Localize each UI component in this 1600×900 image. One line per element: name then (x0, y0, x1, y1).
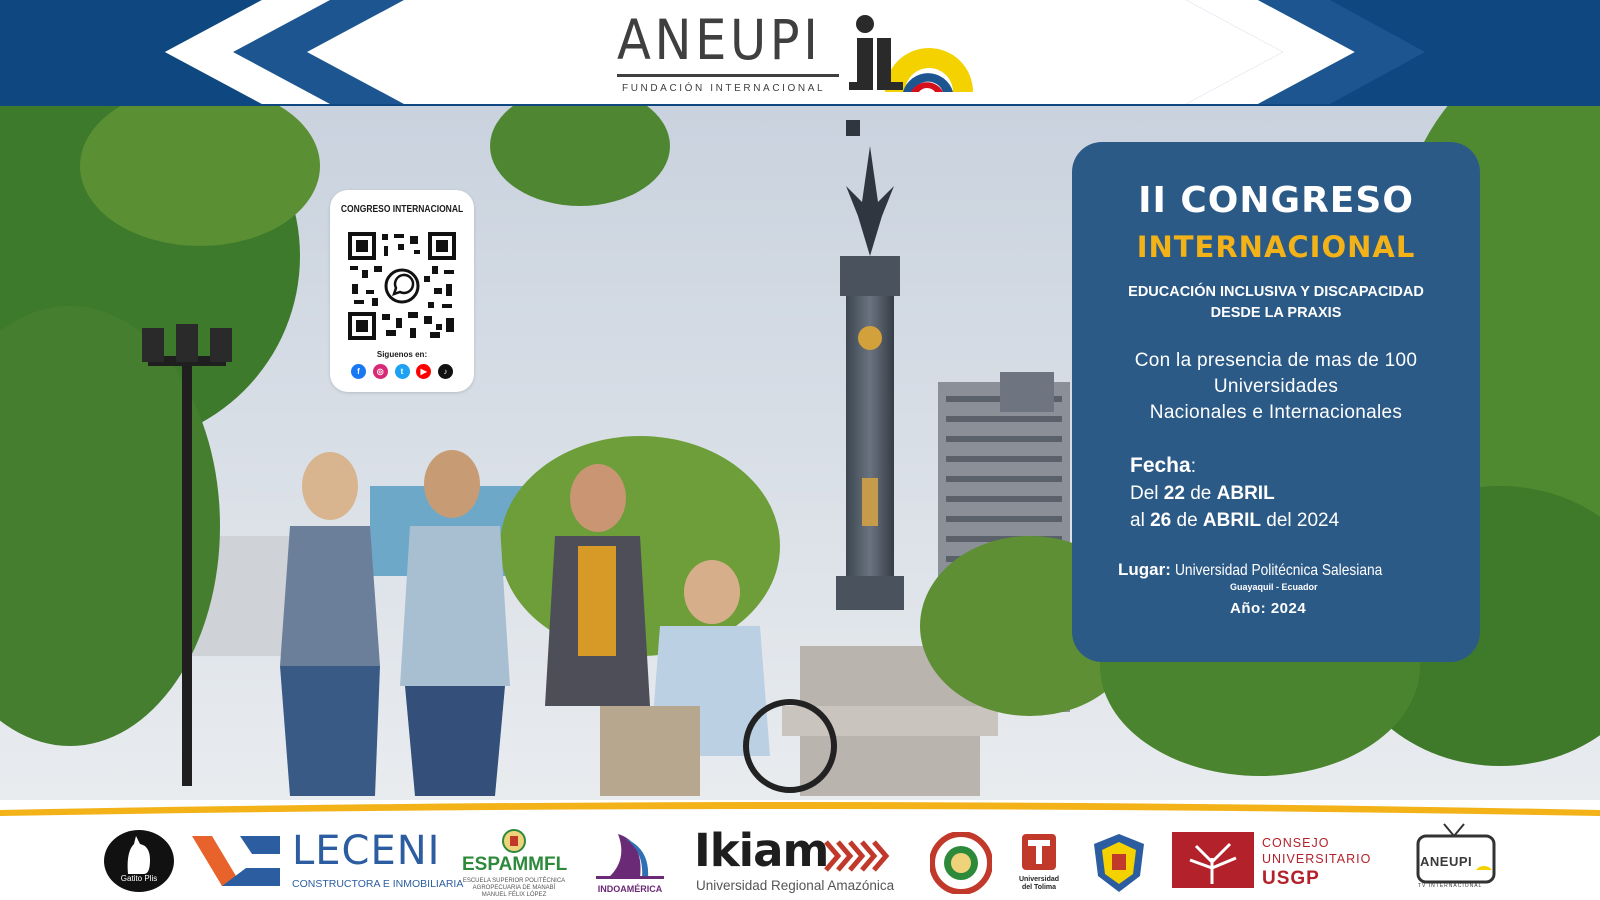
tolima-line2: del Tolima (1021, 884, 1057, 891)
brand-name: ANEUPI (617, 8, 822, 72)
aneupi-tv-subtitle: TV INTERNACIONAL (1418, 883, 1483, 889)
twitter-icon[interactable]: t (395, 364, 410, 379)
event-topic (1072, 282, 1480, 324)
usgp-line2: UNIVERSITARIO (1262, 852, 1372, 866)
qr-card (330, 190, 474, 392)
tolima-mark-icon (1014, 832, 1064, 874)
youtube-icon[interactable]: ▶ (416, 364, 431, 379)
university-shield-icon (1090, 832, 1148, 894)
usgp-line3: USGP (1262, 868, 1320, 889)
luis-vargas-torres-seal-icon (930, 832, 992, 894)
social-links (351, 364, 453, 380)
gatito-plis-logo (104, 830, 174, 892)
ikiam-subtitle: Universidad Regional Amazónica (696, 878, 895, 893)
qr-code[interactable] (348, 232, 456, 340)
usgp-tree-icon (1172, 832, 1254, 888)
presence-line3: Nacionales e Internacionales (1149, 402, 1403, 423)
event-info-card (1072, 142, 1480, 662)
indoamerica-logo (588, 826, 672, 896)
presence-line1: Con la presencia de mas de 100 (1134, 350, 1418, 371)
leceni-name: LECENI (292, 828, 441, 874)
usgp-line1: CONSEJO (1262, 836, 1330, 850)
date-from-day: 22 (1163, 483, 1185, 504)
qr-title: CONGRESO INTERNACIONAL (340, 204, 464, 215)
event-date (1130, 452, 1339, 534)
place-value: Universidad Politécnica Salesiana (1175, 562, 1383, 579)
ikiam-name: Ikiam (694, 824, 829, 877)
event-topic-line2: DESDE LA PRAXIS (1210, 305, 1342, 321)
aneupi-tv-name: ANEUPI (1420, 854, 1473, 869)
indoamerica-name: INDOAMÉRICA (597, 884, 663, 894)
follow-label: Siguenos en: (376, 350, 428, 359)
gatito-name: Gatito Plis (120, 874, 158, 883)
date-label: Fecha (1130, 454, 1191, 477)
espam-name: ESPAMMFL (462, 854, 568, 875)
presence-line2: Universidades (1213, 376, 1339, 397)
aneupi-tv-logo (1414, 820, 1504, 896)
event-title-line1: II CONGRESO (1138, 180, 1414, 221)
date-sep: : (1190, 456, 1196, 477)
leceni-logo (192, 828, 464, 894)
event-place (1118, 560, 1416, 580)
header-banner (0, 0, 1600, 108)
tolima-line1: Universidad (1018, 876, 1060, 883)
date-connector-2: de (1176, 510, 1198, 531)
brand-rule (617, 74, 839, 77)
espam-subtitle: ESCUELA SUPERIOR POLITÉCNICA AGROPECUARIA DE MANABÍ MANUEL FÉLIX LÓPEZ (462, 878, 566, 898)
tiktok-icon[interactable]: ♪ (438, 364, 453, 379)
date-connector-1: de (1190, 483, 1212, 504)
espam-crest-icon (462, 828, 566, 856)
indoamerica-sail-icon (588, 826, 672, 882)
cat-icon (104, 834, 174, 878)
ikiam-logo (694, 826, 904, 896)
place-label: Lugar: (1118, 560, 1171, 579)
espam-logo (462, 828, 566, 896)
event-title-line2: INTERNACIONAL (1136, 230, 1416, 264)
usgp-logo (1172, 832, 1404, 892)
tolima-name (1014, 876, 1064, 892)
aneupi-emblem-icon (845, 12, 973, 96)
event-year: Año: 2024 (1230, 600, 1307, 617)
ikiam-pattern-icon (824, 838, 894, 878)
date-to-prefix: al (1130, 510, 1145, 531)
date-to-month: ABRIL (1202, 510, 1261, 531)
date-from-prefix: Del (1130, 483, 1159, 504)
event-presence (1072, 348, 1480, 426)
date-year-prefix: del (1266, 510, 1292, 531)
footer-wave (0, 798, 1600, 820)
leceni-subtitle: CONSTRUCTORA E INMOBILIARIA (292, 878, 464, 890)
tolima-logo (1014, 832, 1064, 894)
aneupi-logo (617, 8, 987, 100)
event-city: Guayaquil - Ecuador (1230, 582, 1318, 592)
date-year: 2024 (1296, 510, 1340, 531)
instagram-icon[interactable]: ◎ (373, 364, 388, 379)
date-from-month: ABRIL (1216, 483, 1275, 504)
brand-subtitle: FUNDACIÓN INTERNACIONAL (622, 83, 826, 94)
facebook-icon[interactable]: f (351, 364, 366, 379)
date-to-day: 26 (1150, 510, 1172, 531)
leceni-mark-icon (192, 832, 288, 890)
event-topic-line1: EDUCACIÓN INCLUSIVA Y DISCAPACIDAD (1128, 284, 1424, 300)
